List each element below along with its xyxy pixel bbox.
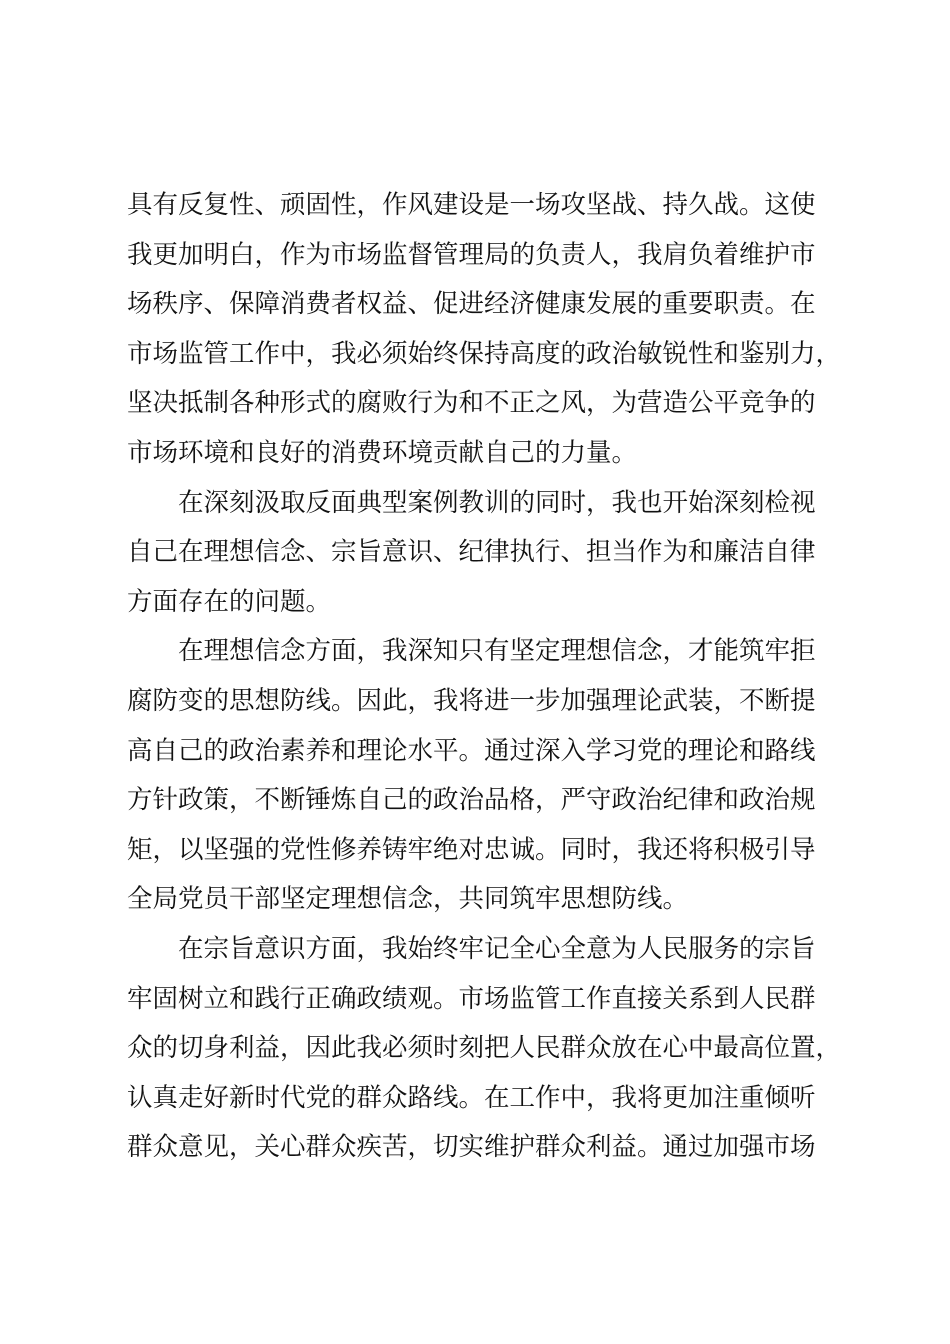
text-line: 市场环境和良好的消费环境贡献自己的力量。 (127, 437, 638, 468)
text-line: 方面存在的问题。 (127, 586, 332, 617)
text-line: 矩，以坚强的党性修养铸牢绝对忠诚。同时，我还将积极引导 (127, 834, 816, 865)
body-text (127, 181, 842, 1173)
text-line: 腐防变的思想防线。因此，我将进一步加强理论武装，不断提 (127, 685, 816, 716)
text-line: 坚决抵制各种形式的腐败行为和不正之风，为营造公平竞争的 (127, 388, 816, 419)
paragraph-first-line: 在理想信念方面，我深知只有坚定理想信念，才能筑牢拒 (178, 636, 816, 667)
text-line: 牢固树立和践行正确政绩观。市场监管工作直接关系到人民群 (127, 983, 816, 1014)
text-line: 全局党员干部坚定理想信念，共同筑牢思想防线。 (127, 884, 689, 915)
text-line: 自己在理想信念、宗旨意识、纪律执行、担当作为和廉洁自律 (127, 537, 816, 568)
text-line: 具有反复性、顽固性，作风建设是一场攻坚战、持久战。这使 (127, 190, 816, 220)
text-line: 我更加明白，作为市场监督管理局的负责人，我肩负着维护市 (127, 239, 816, 270)
text-line: 场秩序、保障消费者权益、促进经济健康发展的重要职责。在 (127, 289, 816, 320)
paragraph-first-line: 在宗旨意识方面，我始终牢记全心全意为人民服务的宗旨 (178, 933, 816, 964)
text-line: 高自己的政治素养和理论水平。通过深入学习党的理论和路线 (127, 735, 816, 766)
text-line: 众的切身利益，因此我必须时刻把人民群众放在心中最高位置， (127, 1033, 842, 1064)
text-line: 认真走好新时代党的群众路线。在工作中，我将更加注重倾听 (127, 1082, 816, 1113)
text-line: 市场监管工作中，我必须始终保持高度的政治敏锐性和鉴别力， (127, 338, 842, 369)
paragraph-first-line: 在深刻汲取反面典型案例教训的同时，我也开始深刻检视 (178, 487, 816, 518)
text-line: 方针政策，不断锤炼自己的政治品格，严守政治纪律和政治规 (127, 785, 816, 816)
text-line: 群众意见，关心群众疾苦，切实维护群众利益。通过加强市场 (127, 1132, 816, 1163)
